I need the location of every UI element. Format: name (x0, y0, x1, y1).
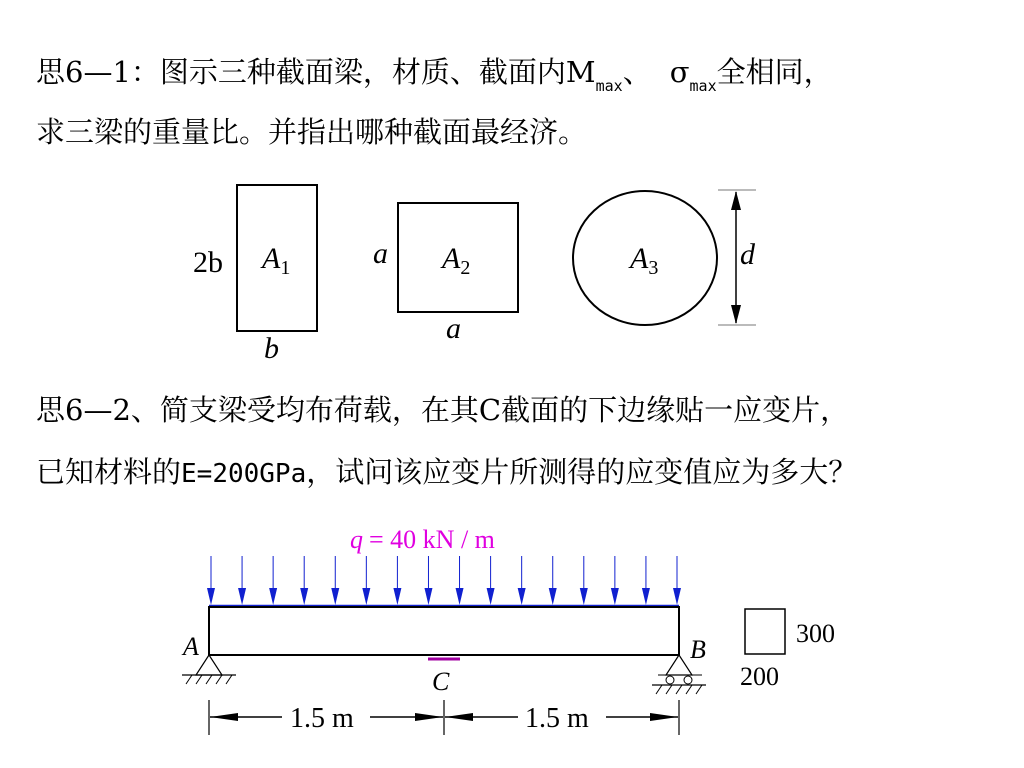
beam-cross-section (745, 609, 785, 654)
load-arrow-head (456, 588, 464, 605)
dim-arrow-4 (650, 713, 678, 721)
problem2-line1: 思6—2、简支梁受均布荷载，在其C截面的下边缘贴一应变片， (36, 393, 850, 427)
sigma-max-subscript: max (689, 77, 717, 95)
problem2-text-suffix: ，试问该应变片所测得的应变值应为多大？ (306, 455, 858, 489)
rect-width-label: b (264, 332, 279, 365)
section-width-label: 200 (740, 662, 779, 691)
load-arrow-head (393, 588, 401, 605)
load-arrow-head (487, 588, 495, 605)
problem1-text-suffix: 全相同， (716, 55, 833, 89)
load-arrow-head (611, 588, 619, 605)
m-max-subscript: max (595, 77, 623, 95)
roller-wheel-right (684, 676, 692, 684)
roller-support-b (666, 655, 692, 675)
load-arrow-head (673, 588, 681, 605)
problem1-line2: 求三梁的重量比。并指出哪种截面最经济。 (36, 115, 588, 149)
load-arrow-head (549, 588, 557, 605)
load-arrow-head (642, 588, 650, 605)
load-arrow-head (331, 588, 339, 605)
support-a-label: A (183, 632, 199, 661)
pin-support-a (196, 655, 222, 675)
distributed-load-arrows (207, 556, 681, 605)
section-c-label: C (432, 667, 450, 696)
separator: 、 (622, 55, 652, 89)
rect-height-label: 2b (193, 246, 223, 279)
span-left-label: 1.5 m (290, 703, 354, 734)
circle-diameter-label: d (740, 238, 755, 271)
support-b-label: B (690, 635, 706, 664)
square-side-label: a (373, 237, 388, 270)
roller-wheel-left (666, 676, 674, 684)
load-arrow-head (300, 588, 308, 605)
load-arrow-head (362, 588, 370, 605)
square-area-label: $A_2$ (442, 242, 471, 279)
dim-arrow-2 (415, 713, 443, 721)
section-height-label: 300 (796, 619, 835, 648)
circle-area-label: $A_3$ (630, 242, 659, 279)
load-arrow-head (207, 588, 215, 605)
sigma-max-symbol: σ (669, 55, 690, 89)
rect-area-label: $A_1$ (262, 242, 291, 279)
load-label: q = 40 kN / m (350, 525, 495, 554)
beam (209, 607, 679, 655)
load-arrow-head (518, 588, 526, 605)
load-arrow-head (580, 588, 588, 605)
dim-arrow-1 (210, 713, 238, 721)
m-max-symbol: M (565, 55, 596, 89)
load-arrow-head (424, 588, 432, 605)
problem1-text-prefix: 思6—1：图示三种截面梁，材质、截面内 (36, 55, 566, 89)
ground-hatch-a (186, 675, 232, 684)
load-arrow-head (238, 588, 246, 605)
problem2-text-prefix: 已知材料的 (36, 455, 182, 489)
load-arrow-head (269, 588, 277, 605)
modulus-value: E=200GPa (181, 459, 307, 489)
ground-hatch-b (656, 685, 702, 694)
span-right-label: 1.5 m (525, 703, 589, 734)
dim-arrow-3 (445, 713, 473, 721)
square-bottom-label: a (446, 312, 461, 345)
